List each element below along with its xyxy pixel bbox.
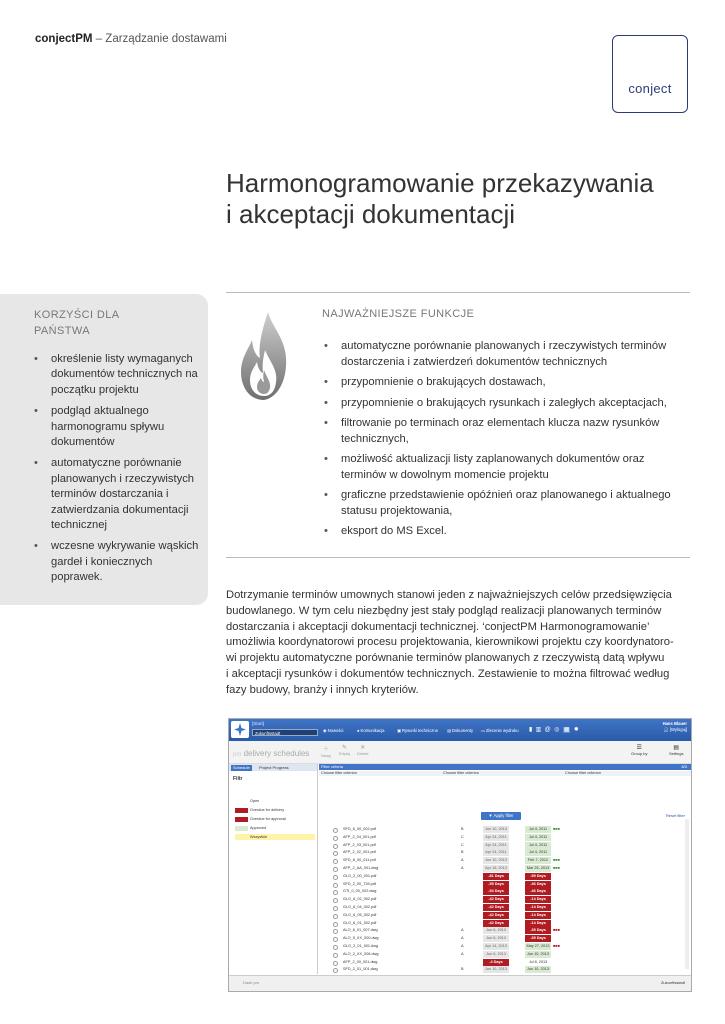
planned-date: -42 Days	[483, 920, 509, 927]
scrollbar[interactable]	[685, 819, 689, 969]
revision: A	[461, 858, 464, 863]
filter-item-label: Wszystkie	[250, 835, 268, 839]
actual-date: -14 Days	[525, 904, 551, 911]
actual-date: Feb 7, 2012	[525, 857, 551, 864]
module-title	[233, 749, 309, 758]
row-select-radio[interactable]	[333, 961, 338, 966]
app-topbar	[229, 719, 691, 741]
file-name: ALO_5_XX_000.dwg	[343, 936, 379, 941]
divider-bottom	[226, 557, 690, 558]
group-icon: ☰	[636, 745, 642, 751]
module-prefix: pm	[233, 752, 242, 758]
tab-project-progress[interactable]: Project Progress	[259, 765, 289, 770]
status-left: Dash pm	[243, 980, 260, 985]
app-screenshot	[228, 718, 692, 992]
nav-label: Komunikacja	[360, 728, 385, 733]
benefits-heading-line: KORZYŚCI DLA	[34, 309, 120, 321]
benefits-heading-line: PAŃSTWA	[34, 325, 90, 337]
benefit-item: • wczesne wykrywanie wąskich gardeł i koniecznych poprawek.	[34, 539, 199, 585]
conject-logo	[612, 35, 688, 113]
filter-swatch	[235, 799, 248, 804]
actual-date: Jul 4, 2011	[525, 826, 551, 833]
row-select-radio[interactable]	[333, 922, 338, 927]
table-row[interactable]	[319, 951, 683, 958]
row-select-radio[interactable]	[333, 914, 338, 919]
at-icon[interactable]: @	[544, 727, 551, 733]
project-select[interactable]: Zukunftsstadt	[252, 729, 318, 736]
criteria-count: 8/3	[681, 764, 687, 769]
actual-date: -59 Days	[525, 873, 551, 880]
file-name: SFD_8_00_011.pdf	[343, 858, 376, 863]
filter-overdue-delivery[interactable]	[235, 807, 315, 813]
revision: A	[461, 936, 464, 941]
table-row[interactable]	[319, 912, 683, 919]
rss-icon: ◉	[323, 728, 327, 733]
row-select-radio[interactable]	[333, 890, 338, 895]
benefits-list	[34, 352, 199, 592]
page-title	[226, 168, 654, 230]
filter-item-label: Open	[250, 799, 260, 803]
row-select-radio[interactable]	[333, 867, 338, 872]
actual-date: Jul 4, 2011	[525, 834, 551, 841]
new-icon: ＋	[323, 747, 330, 753]
table-row[interactable]	[319, 943, 683, 950]
table-row[interactable]	[319, 920, 683, 927]
chat-icon: ●	[357, 728, 360, 733]
new-button[interactable]	[321, 744, 331, 758]
edit-icon: ✎	[342, 745, 348, 751]
file-name: GLO_6_02_002.pdf	[343, 897, 377, 902]
nav-communication[interactable]	[357, 728, 385, 733]
file-name: SFD_2_00_739.pdf	[343, 881, 376, 886]
reset-filter-link[interactable]: Reset filter	[665, 813, 685, 818]
brand-subtitle: – Zarządzanie dostawami	[95, 33, 227, 45]
filter-swatch	[235, 808, 248, 813]
settings-label: Settings	[669, 751, 684, 756]
planned-date: -54 Days	[483, 888, 509, 895]
new-label: Nowy	[321, 753, 332, 758]
status-dots: ■■■	[553, 858, 560, 863]
module-title-text: delivery schedules	[243, 749, 310, 758]
nav-news[interactable]	[323, 728, 343, 733]
planned-date: Jun 10, 2013	[483, 857, 509, 864]
nav-drawings[interactable]	[397, 728, 438, 733]
table-row[interactable]	[319, 842, 683, 849]
row-select-radio[interactable]	[333, 929, 338, 934]
tab-schedule[interactable]: Schedule	[233, 765, 250, 770]
revision: C	[461, 842, 464, 847]
status-dots: ■■■	[553, 928, 560, 933]
file-name: SFD_2_01_001.dwg	[343, 967, 378, 972]
actual-date: Jun 10, 2013	[525, 951, 551, 958]
actual-date: Mar 25, 2013	[526, 866, 550, 870]
file-name: GLO_2_00_001.pdf	[343, 873, 377, 878]
project-label[interactable]: [Start]	[252, 721, 265, 726]
table-row[interactable]	[319, 849, 683, 856]
features-heading: NAJWAŻNIEJSZE FUNKCJE	[322, 308, 475, 320]
file-name: GLO_6_05_002.pdf	[343, 912, 377, 917]
row-select-radio[interactable]	[333, 968, 338, 973]
revision: A	[461, 944, 464, 948]
table-row[interactable]	[319, 826, 683, 833]
revision: B	[461, 850, 464, 855]
planned-date: -81 Days	[483, 873, 509, 880]
logout-link[interactable]: [Wyloguj]	[669, 727, 687, 732]
criteria-title: Filter criteria	[321, 764, 344, 769]
file-name: AFP_2_02_001.pdf	[343, 850, 376, 855]
row-select-radio[interactable]	[333, 953, 338, 958]
brand-name: conjectPM	[35, 33, 93, 45]
table-row[interactable]	[319, 966, 683, 973]
pane-tabs	[229, 764, 317, 771]
planned-date: -4 Days	[483, 959, 509, 966]
drawing-icon: ▣	[397, 728, 401, 733]
user-info	[663, 721, 687, 733]
file-name: ALO_6_01_007.dwg	[343, 928, 378, 933]
actual-date: Jul 8, 2013	[525, 959, 551, 966]
planned-date: Apr 16, 2013	[483, 865, 509, 872]
group-label: Group by	[631, 751, 648, 756]
table-row[interactable]	[319, 881, 683, 888]
features-list	[324, 339, 684, 545]
criteria-row	[319, 771, 691, 776]
table-row[interactable]	[319, 857, 683, 864]
revision: A	[461, 866, 464, 870]
row-select-radio[interactable]	[333, 844, 338, 849]
table-row[interactable]	[319, 927, 683, 934]
actual-date: -46 Days	[525, 881, 551, 888]
file-name: GLO_6_04_002.pdf	[343, 905, 377, 909]
planned-date: Apr 24, 2011	[483, 849, 509, 856]
filter-item-label: Approved	[250, 826, 267, 830]
delete-icon: ✕	[360, 745, 366, 751]
criterion-select[interactable]: Choose filter criterion	[443, 771, 479, 775]
file-name: AFP_2_AA_001.dwg	[343, 866, 379, 870]
actual-date: Jul 4, 2011	[525, 842, 551, 849]
planned-date: Jun 6, 2013	[483, 951, 509, 958]
edit-button[interactable]	[339, 744, 350, 756]
edit-label: Edytuj	[339, 751, 351, 756]
nav-label: Rysunki techniczne	[401, 728, 439, 733]
planned-date: Apr 24, 2011	[483, 842, 509, 849]
schedule-icon[interactable]: ▦	[563, 727, 570, 733]
row-select-radio[interactable]	[333, 836, 338, 841]
actual-date: -35 Days	[525, 927, 551, 934]
settings-icon: ▤	[673, 745, 680, 751]
flame-icon	[238, 310, 290, 402]
criterion-select[interactable]: Choose filter criterion	[565, 771, 601, 775]
filter-item-label: Overdue for delivery	[250, 808, 285, 812]
feature-item: • filtrowanie po terminach oraz elementach klucza nazw rysunków technicznych,	[324, 416, 684, 447]
table-row[interactable]	[319, 888, 683, 895]
file-name: ALO_2_XX_006.dwg	[343, 951, 379, 956]
filter-approved[interactable]	[235, 825, 315, 831]
row-select-radio[interactable]	[333, 945, 338, 950]
row-select-radio[interactable]	[333, 828, 338, 833]
planned-date: Jun 10, 2013	[483, 826, 509, 833]
trash-icon[interactable]: ▮	[529, 727, 533, 733]
file-name: AFP_2_03_001.pdf	[343, 842, 376, 847]
printer-icon: ▭	[481, 728, 485, 733]
actual-date: -39 Days	[525, 935, 551, 942]
nav-label: Nowości	[327, 728, 344, 733]
logo-text: conject	[628, 81, 672, 96]
planned-date: Jun 10, 2013	[483, 966, 509, 973]
apply-filter-button[interactable]	[481, 812, 521, 820]
benefit-item: • automatyczne porównanie planowanych i rzeczywistych terminów dostarczania i zatwierdzania dokumentacji technicznej	[34, 456, 199, 533]
schedule-pane	[319, 764, 691, 974]
row-select-radio[interactable]	[333, 883, 338, 888]
feature-item: • przypomnienie o brakujących rysunkach i zaległych akceptacjach,	[324, 396, 684, 412]
file-name: GLO_2_01_001.dwg	[343, 944, 379, 948]
planned-date: Jun 6, 2013	[483, 935, 509, 942]
settings-button[interactable]	[669, 744, 683, 756]
status-bar	[229, 975, 691, 992]
filter-label: Filtr	[233, 776, 243, 782]
revision: A	[461, 951, 464, 956]
actual-date: Jun 10, 2013	[525, 966, 551, 973]
title-line: i akceptacji dokumentacji	[226, 199, 516, 229]
criterion-select[interactable]: Choose filter criterion	[321, 771, 357, 775]
table-row[interactable]	[319, 896, 683, 903]
nav-label: Dokumenty	[451, 728, 474, 733]
intro-paragraph: Dotrzymanie terminów umownych stanowi jeden z najważniejszych celów przedsięwzięcia budowlanego. W tym celu niezbędny jest stały podgląd realizacji planowanych terminów dostarczania i akceptacji dokumentacji technicznej. ‘conjectPM Harmonogramowanie’ umożliwia koordynatorowi procesu projektowania, kierownikowi projektu czy koordynatoro- wi projektu automatyczne porównanie terminów planowanych z rzeczywistą datą wpływu i akceptacji rysunków i dokumentów technicznych. Zestawienie to można filtrować według fazy budowy, branży i innych kryteriów.	[226, 589, 674, 696]
planned-date: Jun 6, 2013	[483, 927, 509, 934]
row-select-radio[interactable]	[333, 859, 338, 864]
status-right: Zukunftsstadt	[660, 980, 685, 985]
table-row[interactable]	[319, 904, 683, 911]
feature-item: • eksport do MS Excel.	[324, 524, 684, 540]
nav-print-order[interactable]	[481, 728, 519, 733]
file-name: GLO_6_01_002.pdf	[343, 920, 377, 925]
gear-icon[interactable]: ✹	[573, 727, 579, 733]
row-select-radio[interactable]	[333, 906, 338, 911]
apply-label: Apply filter	[493, 813, 514, 818]
revision: B	[461, 827, 464, 831]
brand-header	[35, 33, 227, 45]
benefit-item: • podgląd aktualnego harmonogramu spływu dokumentów	[34, 404, 199, 450]
nav-extra-icons[interactable]	[529, 726, 579, 733]
row-select-radio[interactable]	[333, 875, 338, 880]
revision: B	[461, 967, 464, 972]
benefit-item: • określenie listy wymaganych dokumentów technicznych na początku projektu	[34, 352, 199, 398]
feature-item: • przypomnienie o brakujących dostawach,	[324, 375, 684, 391]
actual-date: -14 Days	[525, 896, 551, 903]
benefits-heading	[34, 307, 120, 339]
actual-date: -14 Days	[525, 912, 551, 919]
planned-date: -42 Days	[483, 896, 509, 903]
status-dots: ■■■	[553, 944, 560, 948]
user-icon: 👤︎	[663, 727, 669, 732]
file-name: AFP_2_04_001.pdf	[343, 834, 376, 839]
criteria-bar	[319, 764, 691, 770]
globe-icon[interactable]: ◎	[554, 727, 560, 733]
planned-date: -55 Days	[483, 881, 509, 888]
revision: C	[461, 834, 464, 839]
planned-date: -42 Days	[483, 912, 509, 919]
status-dots: ■■■	[553, 866, 560, 870]
group-by-button[interactable]	[631, 744, 647, 756]
table-row[interactable]	[319, 873, 683, 880]
row-select-radio[interactable]	[333, 937, 338, 942]
chart-icon[interactable]: ▥	[535, 727, 542, 733]
actual-date: Jul 4, 2011	[525, 849, 551, 856]
folder-icon: ▤	[447, 728, 451, 733]
table-row[interactable]	[319, 834, 683, 841]
filter-item-label: Overdue for approval	[250, 817, 286, 821]
delete-label: Delete	[357, 751, 369, 756]
planned-date: Apr 24, 2011	[483, 834, 509, 841]
filter-swatch	[235, 817, 248, 822]
filter-swatch	[235, 826, 248, 831]
title-line: Harmonogramowanie przekazywania	[226, 168, 654, 198]
filter-swatch	[235, 835, 248, 840]
filter-icon: ▼	[488, 813, 493, 818]
actual-date: -14 Days	[525, 920, 551, 927]
app-logo-icon[interactable]	[231, 721, 249, 738]
nav-documents[interactable]	[447, 728, 473, 733]
filter-all[interactable]	[235, 834, 315, 840]
revision: A	[461, 928, 464, 933]
filter-open[interactable]	[235, 798, 315, 804]
feature-item: • możliwość aktualizacji listy zaplanowanych dokumentów oraz terminów w dowolnym momencie projektu	[324, 452, 684, 483]
planned-date: -42 Days	[483, 904, 509, 911]
filter-pane	[229, 764, 318, 974]
file-name: GTI_0_00_002.dwg	[343, 889, 377, 894]
file-name: AFP_2_00_001.dwg	[343, 959, 378, 964]
table-row[interactable]	[319, 935, 683, 942]
planned-date: Apr 14, 2013	[483, 943, 509, 950]
nav-label: Zlecenie wydruku	[485, 728, 519, 733]
table-row[interactable]	[319, 865, 683, 872]
status-dots: ■■■	[553, 827, 560, 831]
feature-item: • graficzne przedstawienie opóźnień oraz planowanego i aktualnego statusu projektowania,	[324, 488, 684, 519]
actual-date: -46 Days	[525, 888, 551, 895]
filter-overdue-approval[interactable]	[235, 816, 315, 822]
row-select-radio[interactable]	[333, 898, 338, 903]
feature-item: • automatyczne porównanie planowanych i rzeczywistych terminów dostarczenia i zatwierdzeń dokumentów technicznych	[324, 339, 684, 370]
table-row[interactable]	[319, 959, 683, 966]
divider-top	[226, 292, 690, 293]
user-name: Hans Blauer	[662, 721, 687, 726]
file-name: SFD_6_00_002.pdf	[343, 827, 376, 831]
actual-date: May 27, 2013	[526, 944, 550, 948]
row-select-radio[interactable]	[333, 851, 338, 856]
module-toolbar	[229, 741, 691, 764]
delete-button[interactable]	[357, 744, 369, 756]
